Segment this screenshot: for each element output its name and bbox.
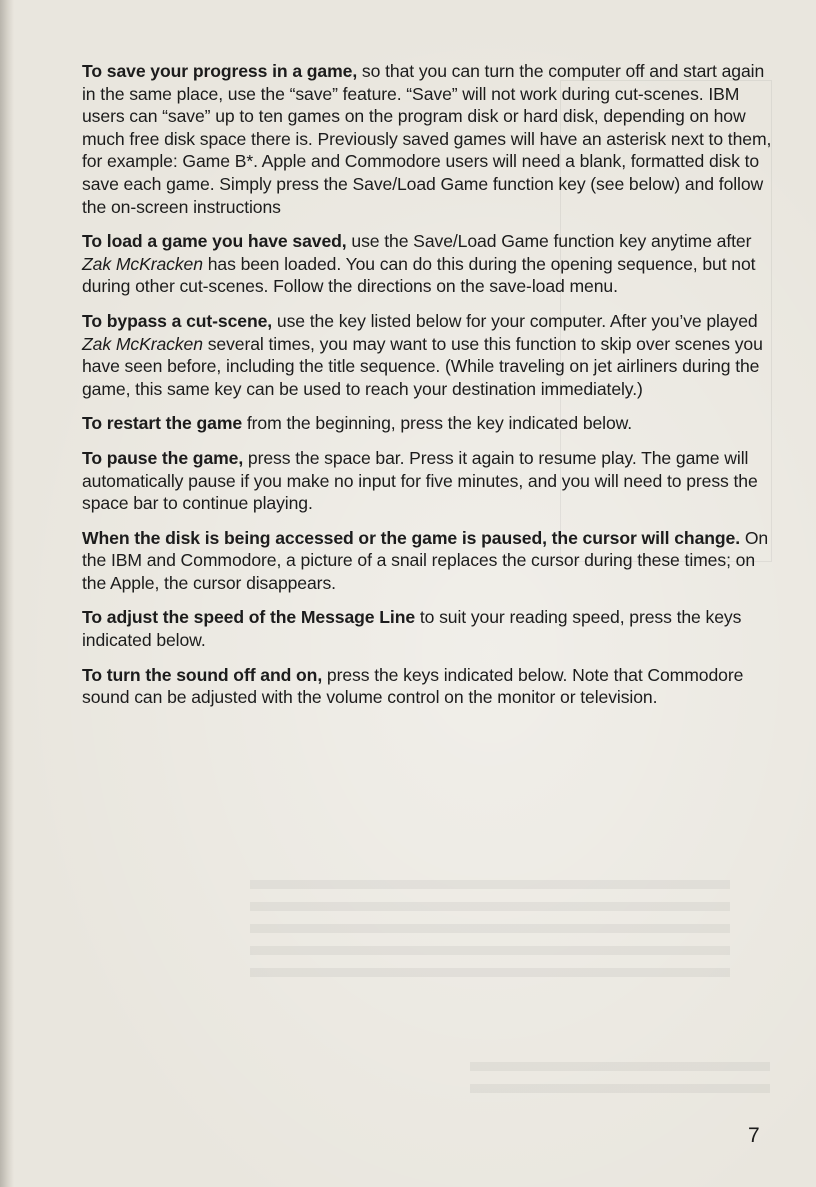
paragraph-cursor-change: [82, 527, 772, 595]
text-pause-game: press the space bar. Press it again to resume play. The game will automatically pause if you make no input for five minutes, and you will need to press the space bar to continue playing.: [82, 447, 758, 514]
paragraph-sound-toggle: [82, 664, 772, 709]
text-sound-toggle: press the keys indicated below. Note that Commodore sound can be adjusted with the volume control on the monitor or television.: [82, 664, 744, 708]
paragraph-save-progress: [82, 60, 772, 218]
show-through-text: [250, 880, 730, 980]
text-save-progress: so that you can turn the computer off and start again in the same place, use the “save” feature. “Save” will not work during cut-scenes. IBM users can “save” up to ten games on the program disk or hard disk, depending on how much free disk space there is. Previously saved games will have an asterisk next to them, for example: Game B*. Apple and Commodore users will need a blank, formatted disk to save each game. Simply press the Save/Load Game function key (see below) and follow the on-screen instructions: [82, 61, 772, 217]
text-cursor-change: On the IBM and Commodore, a picture of a snail replaces the cursor during these times; on the Apple, the cursor disappears.: [82, 527, 769, 593]
game-title-italic: Zak McKracken: [82, 333, 203, 354]
heading-sound-toggle: To turn the sound off and on,: [82, 664, 323, 685]
heading-restart-game: To restart the game: [82, 413, 243, 434]
paragraph-message-speed: [82, 606, 772, 651]
heading-bypass-cutscene: To bypass a cut-scene,: [82, 310, 273, 331]
text-load-game-2: has been loaded. You can do this during the opening sequence, but not during other cut-scenes. Follow the directions on the save-load menu.: [82, 253, 756, 297]
text-bypass-cutscene-1: use the key listed below for your computer. After you’ve played: [272, 310, 758, 331]
page-number: 7: [748, 1124, 760, 1147]
paragraph-pause-game: [82, 447, 772, 515]
text-bypass-cutscene-2: several times, you may want to use this function to skip over scenes you have seen before, including the title sequence. (While traveling on jet airliners during the game, this same key can be used to reach your destination immediately.): [82, 333, 763, 399]
instructions-body: [82, 60, 772, 721]
paragraph-bypass-cutscene: [82, 310, 772, 400]
text-load-game-1: use the Save/Load Game function key anytime after: [346, 231, 752, 252]
text-message-speed: to suit your reading speed, press the keys indicated below.: [82, 607, 742, 651]
heading-save-progress: To save your progress in a game,: [82, 61, 358, 81]
text-restart-game: from the beginning, press the key indicated below.: [242, 413, 633, 434]
binding-edge: [0, 0, 14, 1187]
heading-load-game: To load a game you have saved,: [82, 231, 347, 252]
heading-cursor-change: When the disk is being accessed or the game is paused, the cursor will change.: [82, 527, 741, 548]
heading-message-speed: To adjust the speed of the Message Line: [82, 607, 416, 628]
paragraph-load-game: [82, 230, 772, 298]
show-through-text-lower: [470, 1062, 770, 1098]
paragraph-restart-game: [82, 412, 772, 435]
heading-pause-game: To pause the game,: [82, 447, 244, 468]
game-title-italic: Zak McKracken: [82, 253, 203, 274]
